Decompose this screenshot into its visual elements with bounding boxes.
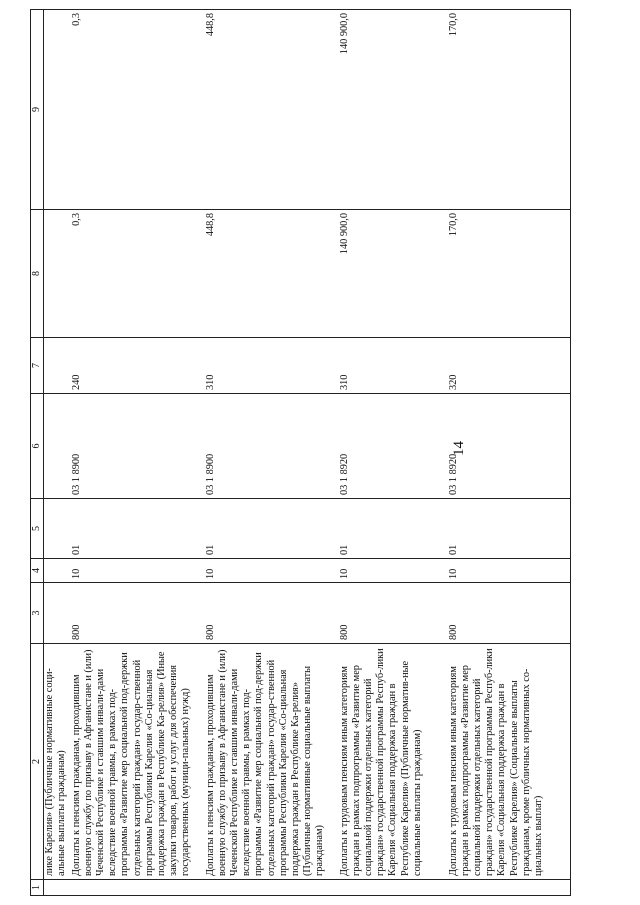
table-row	[205, 10, 339, 896]
subsection-cell: 01	[205, 499, 339, 559]
target-article-cell: 03 1 8900	[205, 394, 339, 499]
code-cell: 800	[448, 583, 571, 644]
row-number-cell	[44, 880, 72, 896]
table-row	[339, 10, 448, 896]
header-row	[31, 10, 44, 896]
description-cell: Доплаты к трудовым пенсиям иным категориям граждан в рамках подпрограммы «Развитие мер социальной поддержки отдельных категорий граждан» государственной программы Респуб-лики Карелия «Социальная поддержка граждан в Республике Карелия» (Социальные выплаты гражданам, кроме публичных нормативных со-циальных выплат)	[448, 644, 571, 880]
section-cell	[44, 559, 72, 583]
expense-type-cell: 320	[448, 338, 571, 394]
row-number-cell	[448, 880, 571, 896]
amount-cell	[44, 10, 72, 210]
code-cell: 800	[205, 583, 339, 644]
description-cell: Доплаты к пенсиям гражданам, проходившим военную службу по призыву в Афганистане и (или) Чеченской Республике и ставшим инвали-дами вследствие военной травмы, в рамках под-программы «Развитие мер социальной под-держки отдельных категорий граждан» государ-ственной программы Республики Карелия «Со-циальная поддержка граждан в Республике Ка-релия» (Публичные нормативные социальные выплаты гражданам)	[205, 644, 339, 880]
amount-cell: 448,8	[205, 10, 339, 210]
amount-cell: 0,3	[71, 210, 205, 338]
target-article-cell: 03 1 8920	[448, 394, 571, 499]
header-cell: 2	[31, 644, 44, 880]
description-cell: лике Карелия» (Публичные нормативные соци-альные выплаты гражданам)	[44, 644, 72, 880]
amount-cell: 170,0	[448, 210, 571, 338]
subsection-cell: 01	[71, 499, 205, 559]
subsection-cell: 01	[339, 499, 448, 559]
table-row	[44, 10, 72, 896]
subsection-cell: 01	[448, 499, 571, 559]
table-container	[30, 10, 640, 900]
header-cell: 5	[31, 499, 44, 559]
section-cell: 10	[71, 559, 205, 583]
amount-cell: 0,3	[71, 10, 205, 210]
target-article-cell: 03 1 8920	[339, 394, 448, 499]
row-number-cell	[71, 880, 205, 896]
rotated-table	[30, 10, 632, 896]
table-row	[71, 10, 205, 896]
subsection-cell	[44, 499, 72, 559]
header-cell: 7	[31, 338, 44, 394]
header-cell: 6	[31, 394, 44, 499]
description-cell: Доплаты к трудовым пенсиям иным категориям граждан в рамках подпрограммы «Развитие мер социальной поддержки отдельных категорий граждан» государственной программы Респуб-лики Карелия «Социальная поддержка граждан в Республике Карелия» (Публичные норматив-ные социальные выплаты гражданам)	[339, 644, 448, 880]
amount-cell: 448,8	[205, 210, 339, 338]
row-number-cell	[339, 880, 448, 896]
header-cell: 8	[31, 210, 44, 338]
expense-type-cell: 310	[339, 338, 448, 394]
code-cell: 800	[339, 583, 448, 644]
page-number: 14	[451, 441, 467, 456]
description-cell: Доплаты к пенсиям гражданам, проходившим военную службу по призыву в Афганистане и (или) Чеченской Республике и ставшим инвали-дами вследствие военной травмы, в рамках под-программы «Развитие мер социальной под-держки отдельных категорий граждан» государ-ственной программы Республики Карелия «Со-циальная поддержка граждан в Республике Ка-релия» (Иные закупки товаров, работ и услуг для обеспечения государственных (муници-пальных) нужд)	[71, 644, 205, 880]
expense-type-cell: 310	[205, 338, 339, 394]
expense-type-cell: 240	[71, 338, 205, 394]
section-cell: 10	[448, 559, 571, 583]
amount-cell	[44, 210, 72, 338]
code-cell: 800	[71, 583, 205, 644]
expense-type-cell	[44, 338, 72, 394]
target-article-cell: 03 1 8900	[71, 394, 205, 499]
amount-cell: 140 900,0	[339, 210, 448, 338]
row-number-cell	[205, 880, 339, 896]
header-cell: 4	[31, 559, 44, 583]
section-cell: 10	[205, 559, 339, 583]
target-article-cell	[44, 394, 72, 499]
header-cell: 1	[31, 880, 44, 896]
header-cell: 3	[31, 583, 44, 644]
budget-table	[30, 9, 571, 896]
table-row	[448, 10, 571, 896]
section-cell: 10	[339, 559, 448, 583]
amount-cell: 140 900,0	[339, 10, 448, 210]
header-cell: 9	[31, 10, 44, 210]
code-cell	[44, 583, 72, 644]
amount-cell: 170,0	[448, 10, 571, 210]
